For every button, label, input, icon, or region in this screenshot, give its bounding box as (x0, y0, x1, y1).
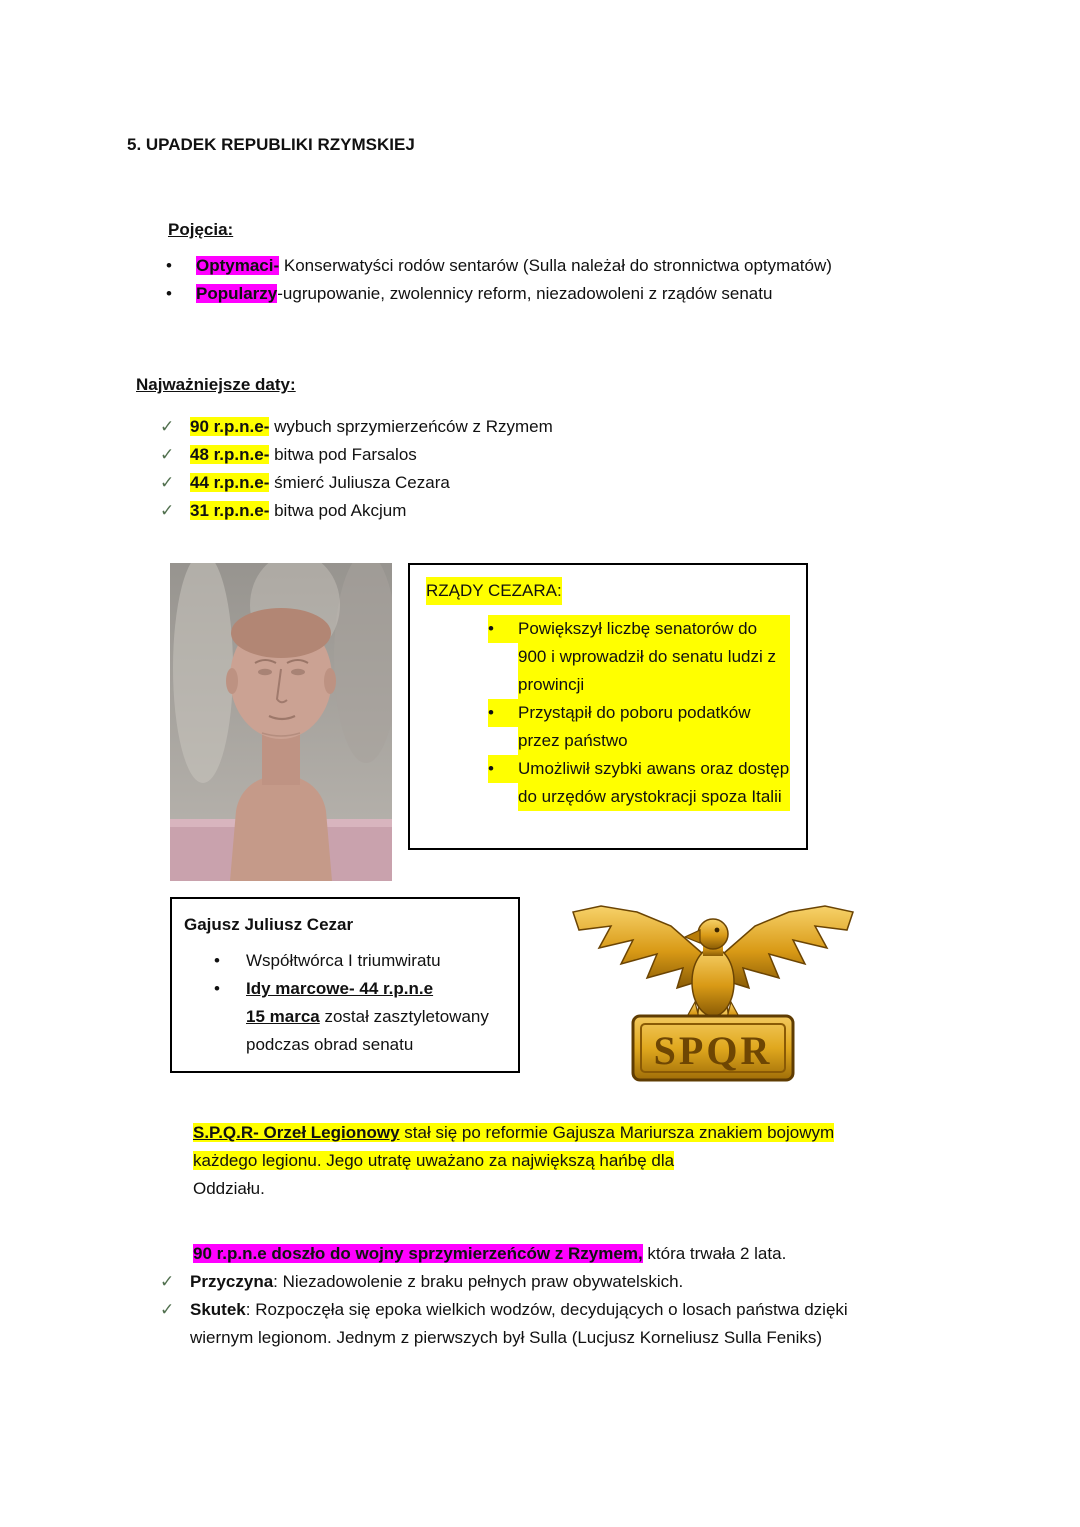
dates-list (160, 413, 990, 525)
concept-definition: Konserwatyści rodów sentarów (Sulla należał do stronnictwa optymatów) (279, 256, 832, 275)
caesar-rule-heading: RZĄDY CEZARA: (426, 577, 562, 605)
concept-item (166, 252, 996, 280)
war-item-body: : Niezadowolenie z braku pełnych praw obywatelskich. (273, 1272, 684, 1291)
war-item (160, 1268, 990, 1296)
date-text (190, 469, 990, 497)
caesar-rule-text: Powiększył liczbę senatorów do 900 i wprowadził do senatu ludzi z prowincji (518, 615, 790, 699)
ides-of-march-date: 15 marca (246, 1007, 320, 1026)
war-paragraph (193, 1240, 1023, 1268)
caesar-bio-text: Współtwórca I triumwiratu (246, 951, 441, 970)
checkmark-icon: ✓ (160, 417, 175, 436)
caesar-rule-item (488, 699, 790, 755)
caesar-bio-item (214, 975, 506, 1059)
spqr-paragraph (193, 1119, 1003, 1203)
bullet-icon: • (488, 755, 518, 783)
caesar-rule-box (408, 563, 808, 850)
bullet-icon: • (166, 284, 172, 303)
date-item (160, 413, 990, 441)
date-item (160, 497, 990, 525)
date-event: wybuch sprzymierzeńców z Rzymem (269, 417, 553, 436)
checkmark-icon: ✓ (160, 1272, 175, 1291)
concept-definition: -ugrupowanie, zwolennicy reform, niezadowoleni z rządów senatu (277, 284, 773, 303)
war-lead: 90 r.p.n.e doszło do wojny sprzymierzeńców z Rzymem, (193, 1244, 643, 1263)
bullet-icon: • (214, 979, 220, 998)
spqr-eagle-image (553, 884, 873, 1094)
war-list (160, 1268, 990, 1352)
caesar-bio-title: Gajusz Juliusz Cezar (184, 915, 354, 934)
bullet-icon: • (166, 256, 172, 275)
caesar-bio-item (214, 947, 506, 975)
war-rest: która trwała 2 lata. (642, 1244, 787, 1263)
spqr-line3 (193, 1175, 1003, 1203)
war-item-body: : Rozpoczęła się epoka wielkich wodzów, decydujących o losach państwa dzięki wiernym legionom. Jednym z pierwszych był Sulla (Lucjusz Korneliusz Sulla Feniks) (190, 1300, 848, 1347)
bullet-icon: • (214, 951, 220, 970)
date-value: 44 r.p.n.e- (190, 473, 270, 492)
concepts-heading: Pojęcia: (168, 220, 234, 239)
war-item (160, 1296, 990, 1352)
concepts-list (166, 252, 996, 308)
date-event: śmierć Juliusza Cezara (269, 473, 450, 492)
concept-term: Optymaci- (196, 256, 280, 275)
bullet-icon: • (488, 699, 518, 727)
concept-text (196, 280, 996, 308)
ides-of-march-lead: Idy marcowe- 44 r.p.n.e (246, 979, 434, 998)
date-text (190, 497, 990, 525)
spqr-eagle-illustration (553, 884, 873, 1094)
date-value: 48 r.p.n.e- (190, 445, 270, 464)
spqr-line1-rest: stał się po reformie Gajusza Mariursza znakiem bojowym (399, 1123, 835, 1142)
caesar-bust-photo (170, 563, 392, 881)
concept-item (166, 280, 996, 308)
date-value: 90 r.p.n.e- (190, 417, 270, 436)
date-event: bitwa pod Farsalos (269, 445, 417, 464)
date-event: bitwa pod Akcjum (269, 501, 407, 520)
checkmark-icon: ✓ (160, 473, 175, 492)
dates-heading: Najważniejsze daty: (136, 375, 296, 394)
date-text (190, 441, 990, 469)
spqr-line3-text: Oddziału. (193, 1179, 265, 1198)
concept-text (196, 252, 996, 280)
date-item (160, 469, 990, 497)
concept-term: Popularzy (196, 284, 278, 303)
caesar-bio-text (246, 975, 506, 1059)
caesar-bio-box (170, 897, 520, 1073)
war-item-text (190, 1268, 904, 1296)
caesar-rule-item (488, 615, 790, 699)
checkmark-icon: ✓ (160, 445, 175, 464)
caesar-bio-list (214, 947, 506, 1059)
caesar-rule-text: Umożliwił szybki awans oraz dostęp do urzędów arystokracji spoza Italii (518, 755, 790, 811)
spqr-lead: S.P.Q.R- Orzeł Legionowy (193, 1123, 400, 1142)
caesar-rule-item (488, 755, 790, 811)
war-item-label: Skutek (190, 1300, 246, 1319)
caesar-rule-list (488, 615, 790, 811)
checkmark-icon: ✓ (160, 1300, 175, 1319)
bullet-icon: • (488, 615, 518, 643)
war-item-label: Przyczyna (190, 1272, 274, 1291)
page-title: 5. UPADEK REPUBLIKI RZYMSKIEJ (127, 135, 415, 154)
spqr-line1 (193, 1119, 1003, 1147)
spqr-line2-text: każdego legionu. Jego utratę uważano za największą hańbę dla (193, 1151, 675, 1170)
caesar-bust-illustration (170, 563, 392, 881)
ides-of-march-rest: został zasztyletowany podczas obrad senatu (246, 1007, 489, 1054)
date-item (160, 441, 990, 469)
spqr-line1-wrap (193, 1123, 834, 1142)
checkmark-icon: ✓ (160, 501, 175, 520)
war-item-text (190, 1296, 904, 1352)
spqr-line2 (193, 1147, 1003, 1175)
date-text (190, 413, 990, 441)
date-value: 31 r.p.n.e- (190, 501, 270, 520)
spqr-plaque-text: SPQR (653, 1028, 773, 1073)
caesar-rule-text: Przystąpił do poboru podatków przez państwo (518, 699, 790, 755)
